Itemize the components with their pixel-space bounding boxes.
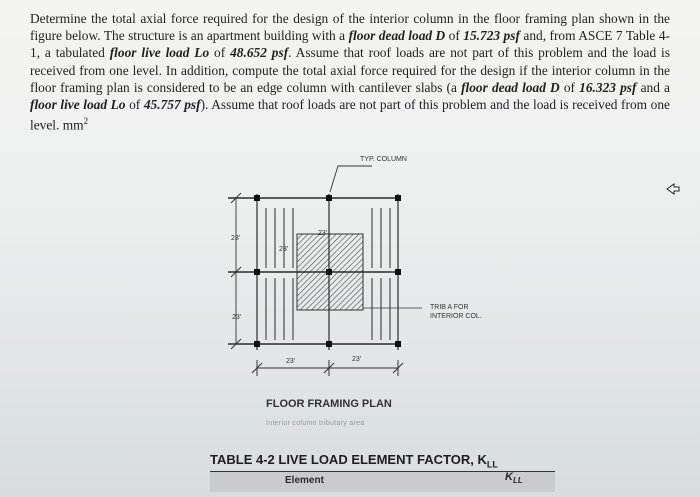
live-load-label: floor live load Lo <box>109 45 210 61</box>
dimension-label: 23' <box>286 358 296 365</box>
table-header-element: Element <box>285 475 324 486</box>
column-marker <box>326 341 332 347</box>
kll-symbol: K <box>505 471 513 483</box>
column-marker <box>254 341 260 347</box>
dimension-label: 23' <box>318 230 328 237</box>
live-load-value: 48.652 psf <box>230 45 289 61</box>
problem-statement <box>30 10 670 134</box>
problem-text: of <box>209 45 231 61</box>
mouse-cursor-icon <box>666 183 680 195</box>
table-header-kll <box>505 471 523 485</box>
dimension-label: 23' <box>352 356 362 363</box>
problem-text: and, from ASCE 7 Table 4-1, a tabulated <box>30 28 670 61</box>
figure-subcaption: Interior column tributary area <box>266 420 365 427</box>
problem-text: . Assume that roof loads are not part of this problem and the load is received from one level. In addition, compute the total axial force required for the design if the interior column in the floor framing plan is considered to be an edge column with cantilever slabs (a <box>30 45 670 95</box>
kll-subscript: LL <box>512 476 523 486</box>
problem-text: ). Assume that roof loads are not part of this problem and the load is received from one level. mm <box>30 97 670 133</box>
dimension-label: 23' <box>279 246 289 253</box>
problem-text: of <box>125 97 144 113</box>
column-marker <box>395 269 401 275</box>
problem-text: of <box>559 79 580 95</box>
trib-area-label: INTERIOR COL. <box>430 313 482 320</box>
table-title-subscript: LL <box>486 459 498 470</box>
column-marker <box>326 269 332 275</box>
table-title-text: TABLE 4-2 LIVE LOAD ELEMENT FACTOR, K <box>210 452 487 467</box>
dead-load-label: floor dead load D <box>348 28 446 44</box>
problem-text: of <box>445 28 464 44</box>
figure-caption: FLOOR FRAMING PLAN <box>266 398 392 410</box>
edge-live-load-value: 45.757 psf <box>143 97 201 113</box>
dimension-label: 23' <box>231 235 241 242</box>
unit-superscript: 2 <box>83 116 89 127</box>
dead-load-value: 15.723 psf <box>463 28 520 44</box>
edge-dead-load-label: floor dead load D <box>461 79 560 95</box>
problem-text: and a <box>636 79 670 95</box>
leader-line <box>330 166 372 192</box>
column-marker <box>395 195 401 201</box>
column-marker <box>395 341 401 347</box>
column-marker <box>326 195 332 201</box>
table-title <box>210 452 498 470</box>
typ-column-label: TYP. COLUMN <box>360 156 407 163</box>
dimension-label: 23' <box>232 314 242 321</box>
edge-dead-load-value: 16.323 psf <box>579 79 637 95</box>
column-marker <box>254 269 260 275</box>
problem-text: Determine the total axial force required for the design of the interior column in the floor framing plan shown in the figure below. The structure is an apartment building with a <box>30 11 670 44</box>
column-marker <box>254 195 260 201</box>
table-header-row <box>210 471 555 492</box>
edge-live-load-label: floor live load Lo <box>30 97 126 113</box>
trib-area-label: TRIB A FOR <box>430 304 469 311</box>
floor-framing-plan-figure <box>222 150 422 385</box>
